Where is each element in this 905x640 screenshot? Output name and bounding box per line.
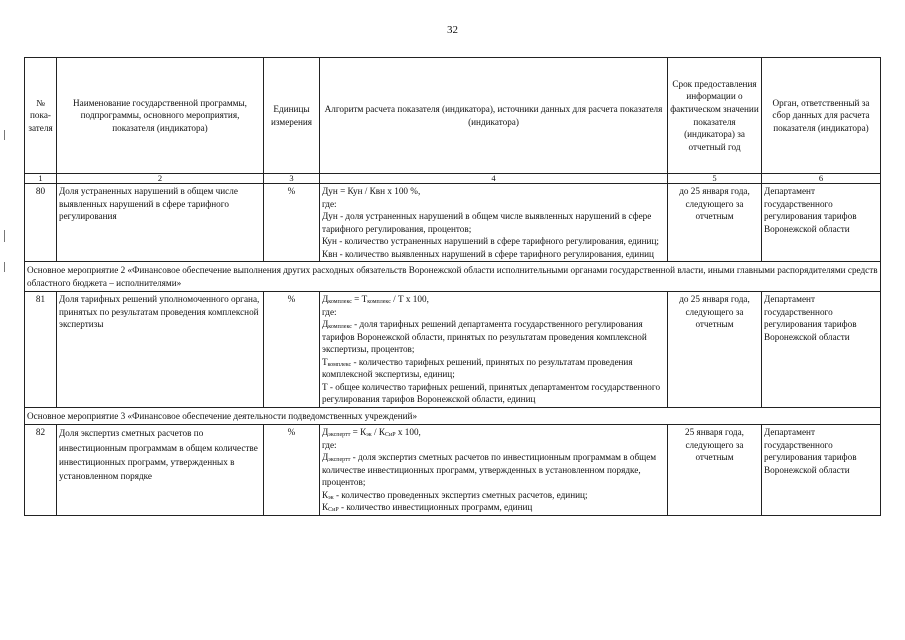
table-row bbox=[25, 292, 881, 408]
algorithm-definition bbox=[322, 318, 665, 356]
column-number: 5 bbox=[668, 174, 762, 184]
def-subscript: эк bbox=[328, 494, 334, 501]
formula-symbol: Д bbox=[322, 427, 329, 438]
formula-subscript: комплекс bbox=[328, 299, 352, 306]
formula-subscript: комплекс bbox=[367, 299, 391, 306]
formula bbox=[322, 426, 665, 439]
column-number-row bbox=[25, 174, 881, 184]
formula bbox=[322, 185, 665, 198]
formula-symbol: = Т bbox=[351, 294, 368, 305]
header-algorithm: Алгоритм расчета показателя (индикатора), источники данных для расчета показателя (индикатора) bbox=[320, 58, 668, 174]
section-row bbox=[25, 407, 881, 425]
def-subscript: комплекс bbox=[328, 324, 352, 331]
algorithm-line: где: bbox=[322, 306, 337, 317]
formula-lhs: Дун bbox=[322, 186, 338, 196]
indicator-number: 82 bbox=[25, 425, 57, 516]
formula-symbol: = К bbox=[350, 427, 367, 438]
column-number: 2 bbox=[57, 174, 264, 184]
indicator-term: до 25 января года, следующего за отчетным bbox=[668, 292, 762, 408]
algorithm-definition bbox=[322, 356, 665, 381]
def-subscript: СиР bbox=[328, 507, 339, 514]
section-title: Основное мероприятие 2 «Финансовое обеспечение выполнения других расходных обязательств Воронежской области исполнительными органами государственной власти, иными главными распорядителями средств областного бюджета – исполнителями» bbox=[25, 262, 881, 292]
indicator-organ: Департамент государственного регулирования тарифов Воронежской области bbox=[762, 292, 881, 408]
def-text: - количество инвестиционных программ, единиц bbox=[338, 502, 533, 513]
indicator-organ: Департамент государственного регулирования тарифов Воронежской области bbox=[762, 184, 881, 262]
indicator-organ: Департамент государственного регулирования тарифов Воронежской области bbox=[762, 425, 881, 516]
header-num: № пока-зателя bbox=[25, 58, 57, 174]
algorithm-definition bbox=[322, 451, 665, 489]
algorithm-line: где: bbox=[322, 198, 337, 209]
def-symbol: К bbox=[322, 489, 329, 500]
column-number: 3 bbox=[264, 174, 320, 184]
def-text: - количество проведенных экспертиз сметных расчетов, единиц; bbox=[333, 489, 588, 500]
indicator-unit: % bbox=[264, 184, 320, 262]
indicator-number: 81 bbox=[25, 292, 57, 408]
indicator-algorithm bbox=[320, 292, 668, 408]
algorithm-definition: Т - общее количество тарифных решений, принятых департаментом государственного регулирования тарифов Воронежской области, единиц bbox=[322, 381, 661, 405]
indicator-name: Доля устраненных нарушений в общем числе выявленных нарушений в сфере тарифного регулирования bbox=[57, 184, 264, 262]
indicator-name: Доля экспертиз сметных расчетов по инвестиционным программам в общем количестве инвестиционных программ, утвержденных в установленном порядке bbox=[57, 425, 264, 516]
algorithm-line: Квн - количество выявленных нарушений в сфере тарифного регулирования, единиц bbox=[322, 248, 654, 259]
formula bbox=[322, 293, 665, 306]
def-text: - доля тарифных решений департамента государственного регулирования тарифов Воронежской области, принятых по результатам проведения комплексной экспертизы, процентов; bbox=[322, 319, 647, 355]
algorithm-line: где: bbox=[322, 439, 337, 450]
margin-mark bbox=[4, 262, 5, 272]
formula-subscript: СиР bbox=[385, 432, 396, 439]
indicator-algorithm bbox=[320, 425, 668, 516]
def-symbol: Т bbox=[322, 356, 328, 367]
margin-mark bbox=[4, 230, 5, 242]
column-number: 6 bbox=[762, 174, 881, 184]
indicator-number: 80 bbox=[25, 184, 57, 262]
section-row bbox=[25, 262, 881, 292]
indicator-table bbox=[24, 57, 881, 516]
algorithm-line: Дун - доля устраненных нарушений в общем числе выявленных нарушений в сфере тарифного регулирования, процентов; bbox=[322, 211, 652, 234]
formula-rhs: = Кун / Квн х 100 %, bbox=[337, 186, 421, 196]
column-number: 4 bbox=[320, 174, 668, 184]
header-row bbox=[25, 58, 881, 174]
indicator-term: 25 января года, следующего за отчетным bbox=[668, 425, 762, 516]
section-title: Основное мероприятие 3 «Финансовое обеспечение деятельности подведомственных учреждений» bbox=[25, 407, 881, 425]
def-symbol: К bbox=[322, 502, 329, 513]
indicator-algorithm bbox=[320, 184, 668, 262]
formula-symbol: Д bbox=[322, 294, 329, 305]
table-row bbox=[25, 425, 881, 516]
column-number: 1 bbox=[25, 174, 57, 184]
def-text: - количество тарифных решений, принятых по результатам проведения комплексной экспертизы, единиц; bbox=[322, 356, 633, 380]
formula-subscript: экспертт bbox=[328, 432, 351, 439]
header-term: Срок предоставления информации о фактическом значении показателя (индикатора) за отчетный год bbox=[668, 58, 762, 174]
algorithm-line: Кун - количество устраненных нарушений в сфере тарифного регулирования, единиц; bbox=[322, 236, 659, 247]
indicator-name: Доля тарифных решений уполномоченного органа, принятых по результатам проведения комплексной экспертизы bbox=[57, 292, 264, 408]
formula-rest: х 100, bbox=[395, 427, 421, 438]
formula-subscript: эк bbox=[366, 432, 372, 439]
def-symbol: Д bbox=[322, 319, 329, 330]
formula-rest: / Т х 100, bbox=[390, 294, 429, 305]
indicator-term: до 25 января года, следующего за отчетным bbox=[668, 184, 762, 262]
indicator-unit: % bbox=[264, 425, 320, 516]
header-name: Наименование государственной программы, подпрограммы, основного мероприятия, показателя (индикатора) bbox=[57, 58, 264, 174]
header-organ: Орган, ответственный за сбор данных для расчета показателя (индикатора) bbox=[762, 58, 881, 174]
margin-mark bbox=[4, 130, 5, 140]
def-symbol: Д bbox=[322, 452, 329, 463]
formula-symbol: / К bbox=[371, 427, 386, 438]
algorithm-definition bbox=[322, 489, 665, 502]
header-unit: Единицы измерения bbox=[264, 58, 320, 174]
def-subscript: комплекс bbox=[327, 361, 352, 368]
def-subscript: экспертт bbox=[328, 457, 351, 464]
indicator-unit: % bbox=[264, 292, 320, 408]
def-text: - доля экспертиз сметных расчетов по инвестиционным программам в общем количестве инвестиционных программ, утвержденных в установленном порядке, процентов; bbox=[322, 452, 657, 488]
algorithm-definition bbox=[322, 501, 665, 514]
page-number: 32 bbox=[447, 24, 458, 36]
table-row bbox=[25, 184, 881, 262]
